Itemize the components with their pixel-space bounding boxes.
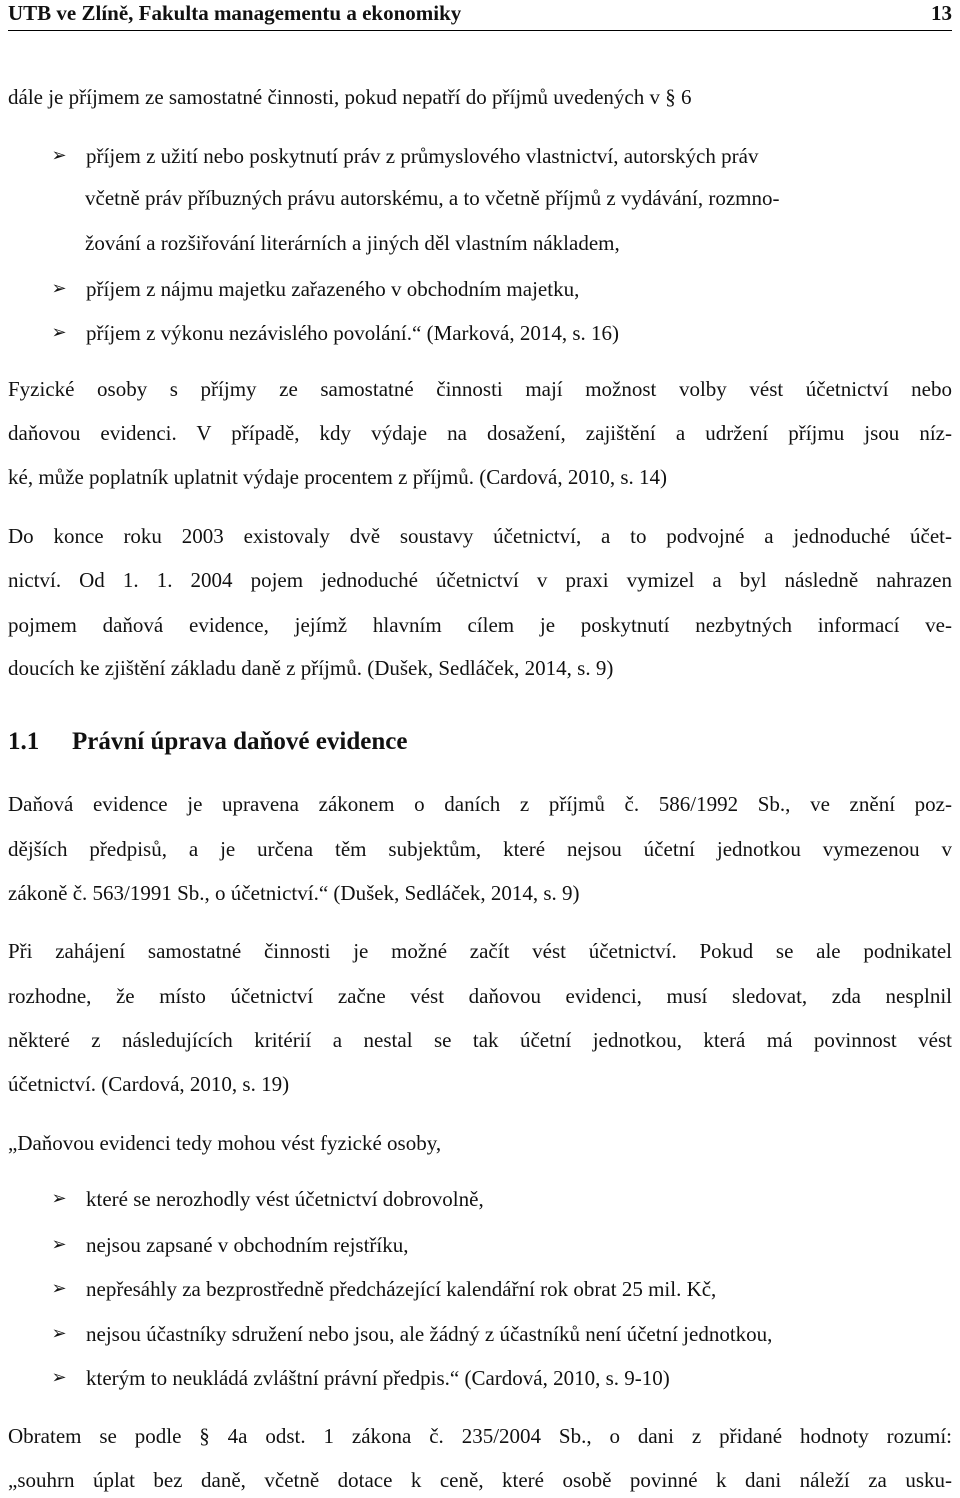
paragraph-line: „souhrn úplat bez daně, včetně dotace k ceně, které osobě povinné k dani náleží za usku- [8,1468,952,1492]
bullet-continuation: žování a rozšiřování literárních a jiných děl vlastním nákladem, [85,231,620,255]
page-header [8,0,952,31]
paragraph-line: dějších předpisů, a je určena těm subjektům, které nejsou účetní jednotkou vymezenou v [8,837,952,861]
paragraph-line: Při zahájení samostatné činnosti je možné začít vést účetnictví. Pokud se ale podnikatel [8,939,952,963]
paragraph-line: „Daňovou evidenci tedy mohou vést fyzické osoby, [8,1131,442,1155]
bullet-continuation: včetně práv příbuzných právu autorskému, a to včetně příjmů z vydávání, rozmno- [85,186,780,210]
paragraph-line: účetnictví. (Cardová, 2010, s. 19) [8,1072,290,1096]
paragraph-line: pojmem daňová evidence, jejímž hlavním cílem je poskytnutí nezbytných informací ve- [8,613,952,637]
bullet-arrow-icon: ➢ [51,145,67,166]
paragraph-line: nictví. Od 1. 1. 2004 pojem jednoduché účetnictví v praxi vymizel a byl následně nahrazen [8,568,952,592]
paragraph-line: doucích ke zjištění základu daně z příjmů. (Dušek, Sedláček, 2014, s. 9) [8,656,614,680]
paragraph-line: Obratem se podle § 4a odst. 1 zákona č. 235/2004 Sb., o dani z přidané hodnoty rozumí: [8,1424,952,1448]
bullet-text: příjem z užití nebo poskytnutí práv z průmyslového vlastnictví, autorských práv [86,144,759,168]
bullet-arrow-icon: ➢ [51,278,67,299]
bullet-arrow-icon: ➢ [51,1188,67,1209]
paragraph-line: Fyzické osoby s příjmy ze samostatné činnosti mají možnost volby vést účetnictví nebo [8,377,952,401]
section-heading [8,726,407,758]
paragraph-line: ké, může poplatník uplatnit výdaje procentem z příjmů. (Cardová, 2010, s. 14) [8,465,667,489]
bullet-text: nejsou účastníky sdružení nebo jsou, ale žádný z účastníků není účetní jednotkou, [86,1322,773,1346]
bullet-arrow-icon: ➢ [51,1367,67,1388]
bullet-text: příjem z nájmu majetku zařazeného v obchodním majetku, [86,277,580,301]
bullet-text: kterým to neukládá zvláštní právní předpis.“ (Cardová, 2010, s. 9-10) [86,1366,670,1390]
section-title: Právní úprava daňové evidence [72,728,408,755]
bullet-text: příjem z výkonu nezávislého povolání.“ (Marková, 2014, s. 16) [86,321,620,345]
section-number: 1.1 [8,728,40,755]
paragraph-line: Do konce roku 2003 existovaly dvě soustavy účetnictví, a to podvojné a jednoduché účet- [8,524,952,548]
paragraph-line: zákoně č. 563/1991 Sb., o účetnictví.“ (Dušek, Sedláček, 2014, s. 9) [8,881,580,905]
bullet-text: nejsou zapsané v obchodním rejstříku, [86,1233,409,1257]
bullet-text: nepřesáhly za bezprostředně předcházející kalendářní rok obrat 25 mil. Kč, [86,1277,717,1301]
bullet-arrow-icon: ➢ [51,1234,67,1255]
paragraph-line: Daňová evidence je upravena zákonem o daních z příjmů č. 586/1992 Sb., ve znění poz- [8,792,952,816]
paragraph-line: dále je příjmem ze samostatné činnosti, pokud nepatří do příjmů uvedených v § 6 [8,85,692,109]
header-title: UTB ve Zlíně, Fakulta managementu a ekonomiky [8,1,462,25]
bullet-arrow-icon: ➢ [51,322,67,343]
paragraph-line: rozhodne, že místo účetnictví začne vést daňovou evidenci, musí sledovat, zda nesplnil [8,984,952,1008]
bullet-arrow-icon: ➢ [51,1278,67,1299]
page-number: 13 [931,1,952,25]
bullet-text: které se nerozhodly vést účetnictví dobrovolně, [86,1187,484,1211]
paragraph-line: některé z následujících kritérií a nestal se tak účetní jednotkou, která má povinnost vést [8,1028,952,1052]
bullet-arrow-icon: ➢ [51,1323,67,1344]
paragraph-line: daňovou evidenci. V případě, kdy výdaje na dosažení, zajištění a udržení příjmu jsou níz- [8,421,952,445]
